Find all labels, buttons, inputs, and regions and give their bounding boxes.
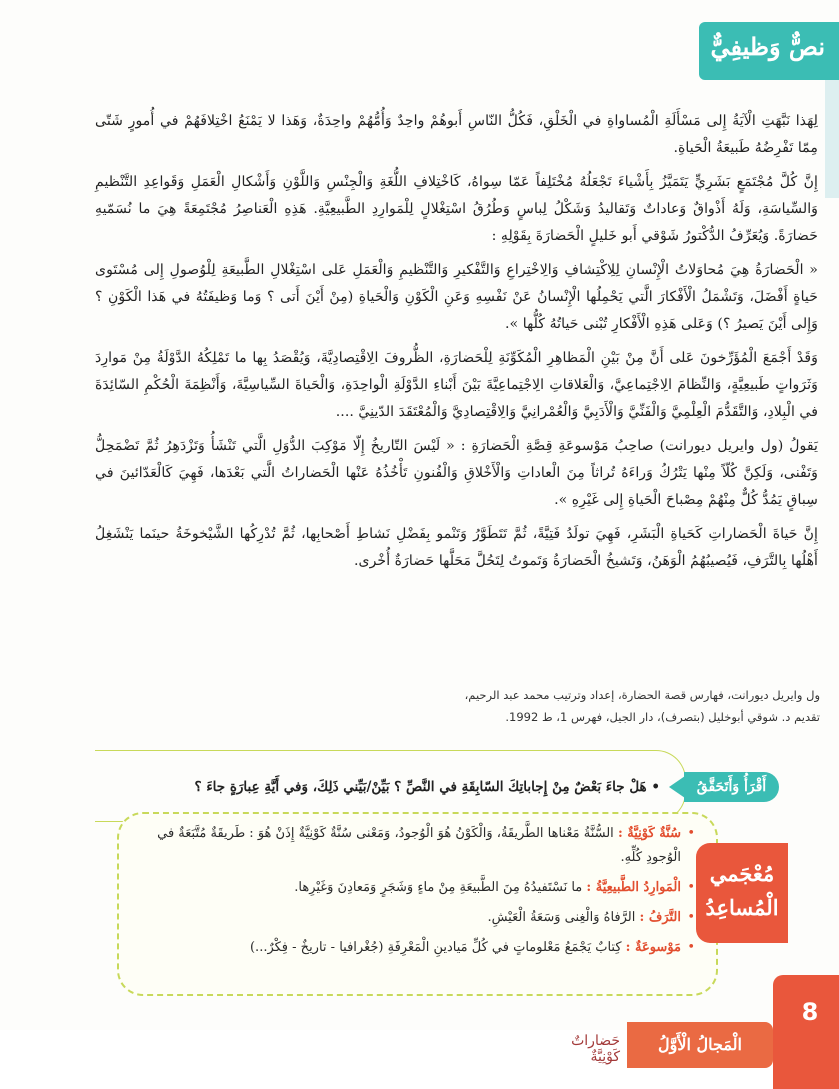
topic-label: حَضاراتٌ كَوْنِيَّةٌ (571, 1033, 620, 1065)
section-header-banner (699, 22, 839, 80)
paragraph-6: إِنَّ حَياةَ الْحَضاراتِ كَحَياةِ الْبَشَرِ، فَهِيَ تولَدُ فَتِيَّةً، ثُمَّ تَتَطَوَّرُ وَتَنْمو بِفَضْلِ نَشاطِ أَصْحابِها، ثُمَّ تُدْرِكُها الشَّيْخوخَةُ حينَما يَنْشَغِلُ أَهْلُها بِالتَّرَفِ، فَيُصيبُهُمُ الْوَهَنُ، وَتَشيخُ الْحَضارَةُ وَتَموتُ لِتَحُلَّ مَحَلَّها حَضارَةٌ أُخْرى. (95, 526, 818, 569)
glossary-label-line-2: الْمُساعِدُ (705, 895, 779, 920)
bullet-icon: • (687, 910, 695, 925)
read-verify-label: أَقْرَأُ وَأَتَحَقَّقُ (684, 772, 779, 802)
glossary-label-line-1: مُعْجَمي (709, 861, 775, 886)
citation-line-2: تقديم د. شوقي أبوخليل (بتصرف)، دار الجيل، فهرس 1، ط 1992. (505, 710, 820, 724)
page-number: 8 (801, 998, 819, 1026)
glossary-term: سُنَّةٌ كَوْنِيَّةٌ : (617, 826, 681, 841)
read-verify-question: • هَلْ جاءَ بَعْضٌ مِنْ إِجاباتِكَ السّابِقَةِ في النَّصِّ ؟ بَيِّنْ/بَيِّني ذَلِكَ، وَفي أَيَّةِ عِبارَةٍ جاءَ ؟ (194, 779, 660, 795)
glossary-entry (140, 936, 695, 960)
unit-label: الْمَجالُ الْأَوَّلُ (627, 1022, 773, 1068)
bullet-icon: • (687, 880, 695, 895)
glossary-label (696, 843, 788, 943)
glossary-term: الْمَوارِدُ الطَّبيعِيَّةُ : (586, 880, 681, 895)
glossary-definition: الرَّفاهُ وَالْغِنى وَسَعَةُ الْعَيْشِ. (487, 910, 636, 925)
paragraph-3-quote: « الْحَضارَةُ هِيَ مُحاوَلاتُ الْإِنْسانِ لِلِاكْتِشافِ وَالِاخْتِراعِ وَالتَّفْكيرِ وَالتَّنْظيمِ وَالْعَمَلِ عَلى اسْتِغْلالِ الطَّبيعَةِ لِلْوُصولِ إِلى مُسْتَوى حَياةٍ أَفْضَلَ، وَتَشْمَلُ الْأَفْكارَ الَّتي يَحْمِلُها الْإِنْسانُ عَنْ نَفْسِهِ وَعَنِ الْكَوْنِ وَالْحَياةِ (مِنْ أَيْنَ أَتى ؟ وَما وَظيفَتُهُ في هَذا الْكَوْنِ ؟ وَإِلى أَيْنَ يَصيرُ ؟) وَعَلى هَذِهِ الْأَفْكارِ تُبْنى حَياتُهُ كُلُّها ». (95, 262, 818, 332)
paragraph-2: إِنَّ كُلَّ مُجْتَمَعٍ بَشَرِيٍّ يَتَمَيَّزُ بِأَشْياءَ تَجْعَلُهُ مُخْتَلِفاً عَمّا سِواهُ، كَاخْتِلافِ اللُّغَةِ وَالْجِنْسِ وَاللَّوْنِ وَأَشْكالِ الْعَمَلِ وَقَواعِدِ التَّنْظيمِ وَالسِّياسَةِ، وَلَهُ أَذْواقٌ وَعاداتٌ وَتَقاليدُ وَشَكْلُ لِباسٍ وَطُرُقُ اسْتِغْلالٍ لِلْمَوارِدِ الطَّبيعِيَّةِ. هَذِهِ الْعَناصِرُ مُجْتَمِعَةً هِيَ ما نُسَمّيهِ حَضارَةً. وَيُعَرِّفُ الدُّكْتورُ شَوْقي أَبو خَليلٍ الْحَضارَةَ بِقَوْلِهِ : (95, 174, 818, 244)
paragraph-5-quote: يَقولُ (ول وايريل ديورانت) صاحِبُ مَوْسوعَةِ قِصَّةِ الْحَضارَةِ : « لَيْسَ التّاريخُ إِلّا مَوْكِبَ الدُّوَلِ الَّتي تَنْشَأُ وَتَزْدَهِرُ ثُمَّ تَضْمَحِلُّ وَتَفْنى، وَلَكِنَّ كُلّاً مِنْها يَتْرُكُ وَراءَهُ تُراثاً مِنَ الْعاداتِ وَالْأَخْلاقِ وَالْفُنونِ تَأْخُذُهُ عَنْها الْحَضاراتُ الَّتي بَعْدَها، فَهِيَ كَالْعَدّائينَ في سِباقٍ يَمُدُّ كُلٌّ مِنْهُمْ مِصْباحَ الْحَياةِ إِلى غَيْرِهِ ». (95, 438, 818, 508)
glossary-definition: السُّنَّةُ مَعْناها الطَّريقَةُ، وَالْكَوْنُ هُوَ الْوُجودُ، وَمَعْنى سُنَّةٌ كَوْنِيَّةٌ إِذَنْ هُوَ : طَريقَةٌ مُتَّبَعَةٌ في الْوُجودِ كُلِّهِ. (157, 826, 681, 865)
bullet-icon: • (687, 940, 695, 955)
page-corner-tab (773, 975, 839, 1089)
glossary-list (140, 822, 695, 966)
bullet-icon: • (687, 826, 695, 841)
glossary-term: مَوْسوعَةٌ : (625, 940, 681, 955)
glossary-entry (140, 876, 695, 900)
citation-line-1: ول وايريل ديورانت، فهارس قصة الحضارة، إعداد وترتيب محمد عبد الرحيم، (464, 688, 820, 702)
glossary-term: التَّرَفُ : (639, 910, 681, 925)
glossary-entry (140, 822, 695, 870)
arrow-left-icon (669, 776, 685, 798)
glossary-definition: كِتابٌ يَجْمَعُ مَعْلوماتٍ في كُلِّ مَيادينِ الْمَعْرِفَةِ (جُغْرافيا - تاريخٌ - فِكْرٌ...) (249, 940, 622, 955)
source-citation (300, 684, 820, 728)
paragraph-4: وَقَدْ أَجْمَعَ الْمُؤَرِّخونَ عَلى أَنَّ مِنْ بَيْنِ الْمَظاهِرِ الْمُكَوِّنَةِ لِلْحَضارَةِ، الظُّروفَ الِاقْتِصادِيَّةَ، وَيُقْصَدُ بِها ما تَمْلِكُهُ الدَّوْلَةُ مِنْ مَوارِدَ وَثَرَواتٍ طَبيعِيَّةٍ، وَالنِّظامَ الِاجْتِماعِيَّ، وَالْعَلاقاتِ الِاجْتِماعِيَّةَ بَيْنَ أَبْناءِ الدَّوْلَةِ الْواحِدَةِ، وَالْحَياةَ السِّياسِيَّةَ، وَأَنْظِمَةَ الْحُكْمِ السّائِدَةَ في الْبِلادِ، وَالتَّقَدُّمَ الْعِلْمِيَّ وَالْفَنِّيَّ وَالْأَدَبِيَّ وَالْعُمْرانِيَّ وَالِاقْتِصادِيَّ وَالْمُعْتَقَدَ الدّينِيَّ .... (95, 350, 818, 420)
glossary-definition: ما نَسْتَفيدُهُ مِنَ الطَّبيعَةِ مِنْ ماءٍ وَشَجَرٍ وَمَعادِنَ وَغَيْرِها. (294, 880, 583, 895)
glossary-entry (140, 906, 695, 930)
section-title: نصٌّ وَظيفِيٌّ (710, 32, 825, 61)
paragraph-1: لِهَذا نَبَّهَتِ الْآيَةُ إِلى مَسْأَلَةِ الْمُساواةِ في الْخَلْقِ، فَكُلُّ النّاسِ أَبوهُمْ واحِدٌ وَأُمُّهُمْ واحِدَةٌ، وَهَذا لا يَمْنَعُ اخْتِلافَهُمْ في أُمورٍ شَتّى مِمّا تَفْرِضُهُ طَبيعَةُ الْحَياةِ. (95, 113, 818, 156)
header-edge-stripe (825, 78, 839, 198)
main-text (95, 108, 818, 582)
